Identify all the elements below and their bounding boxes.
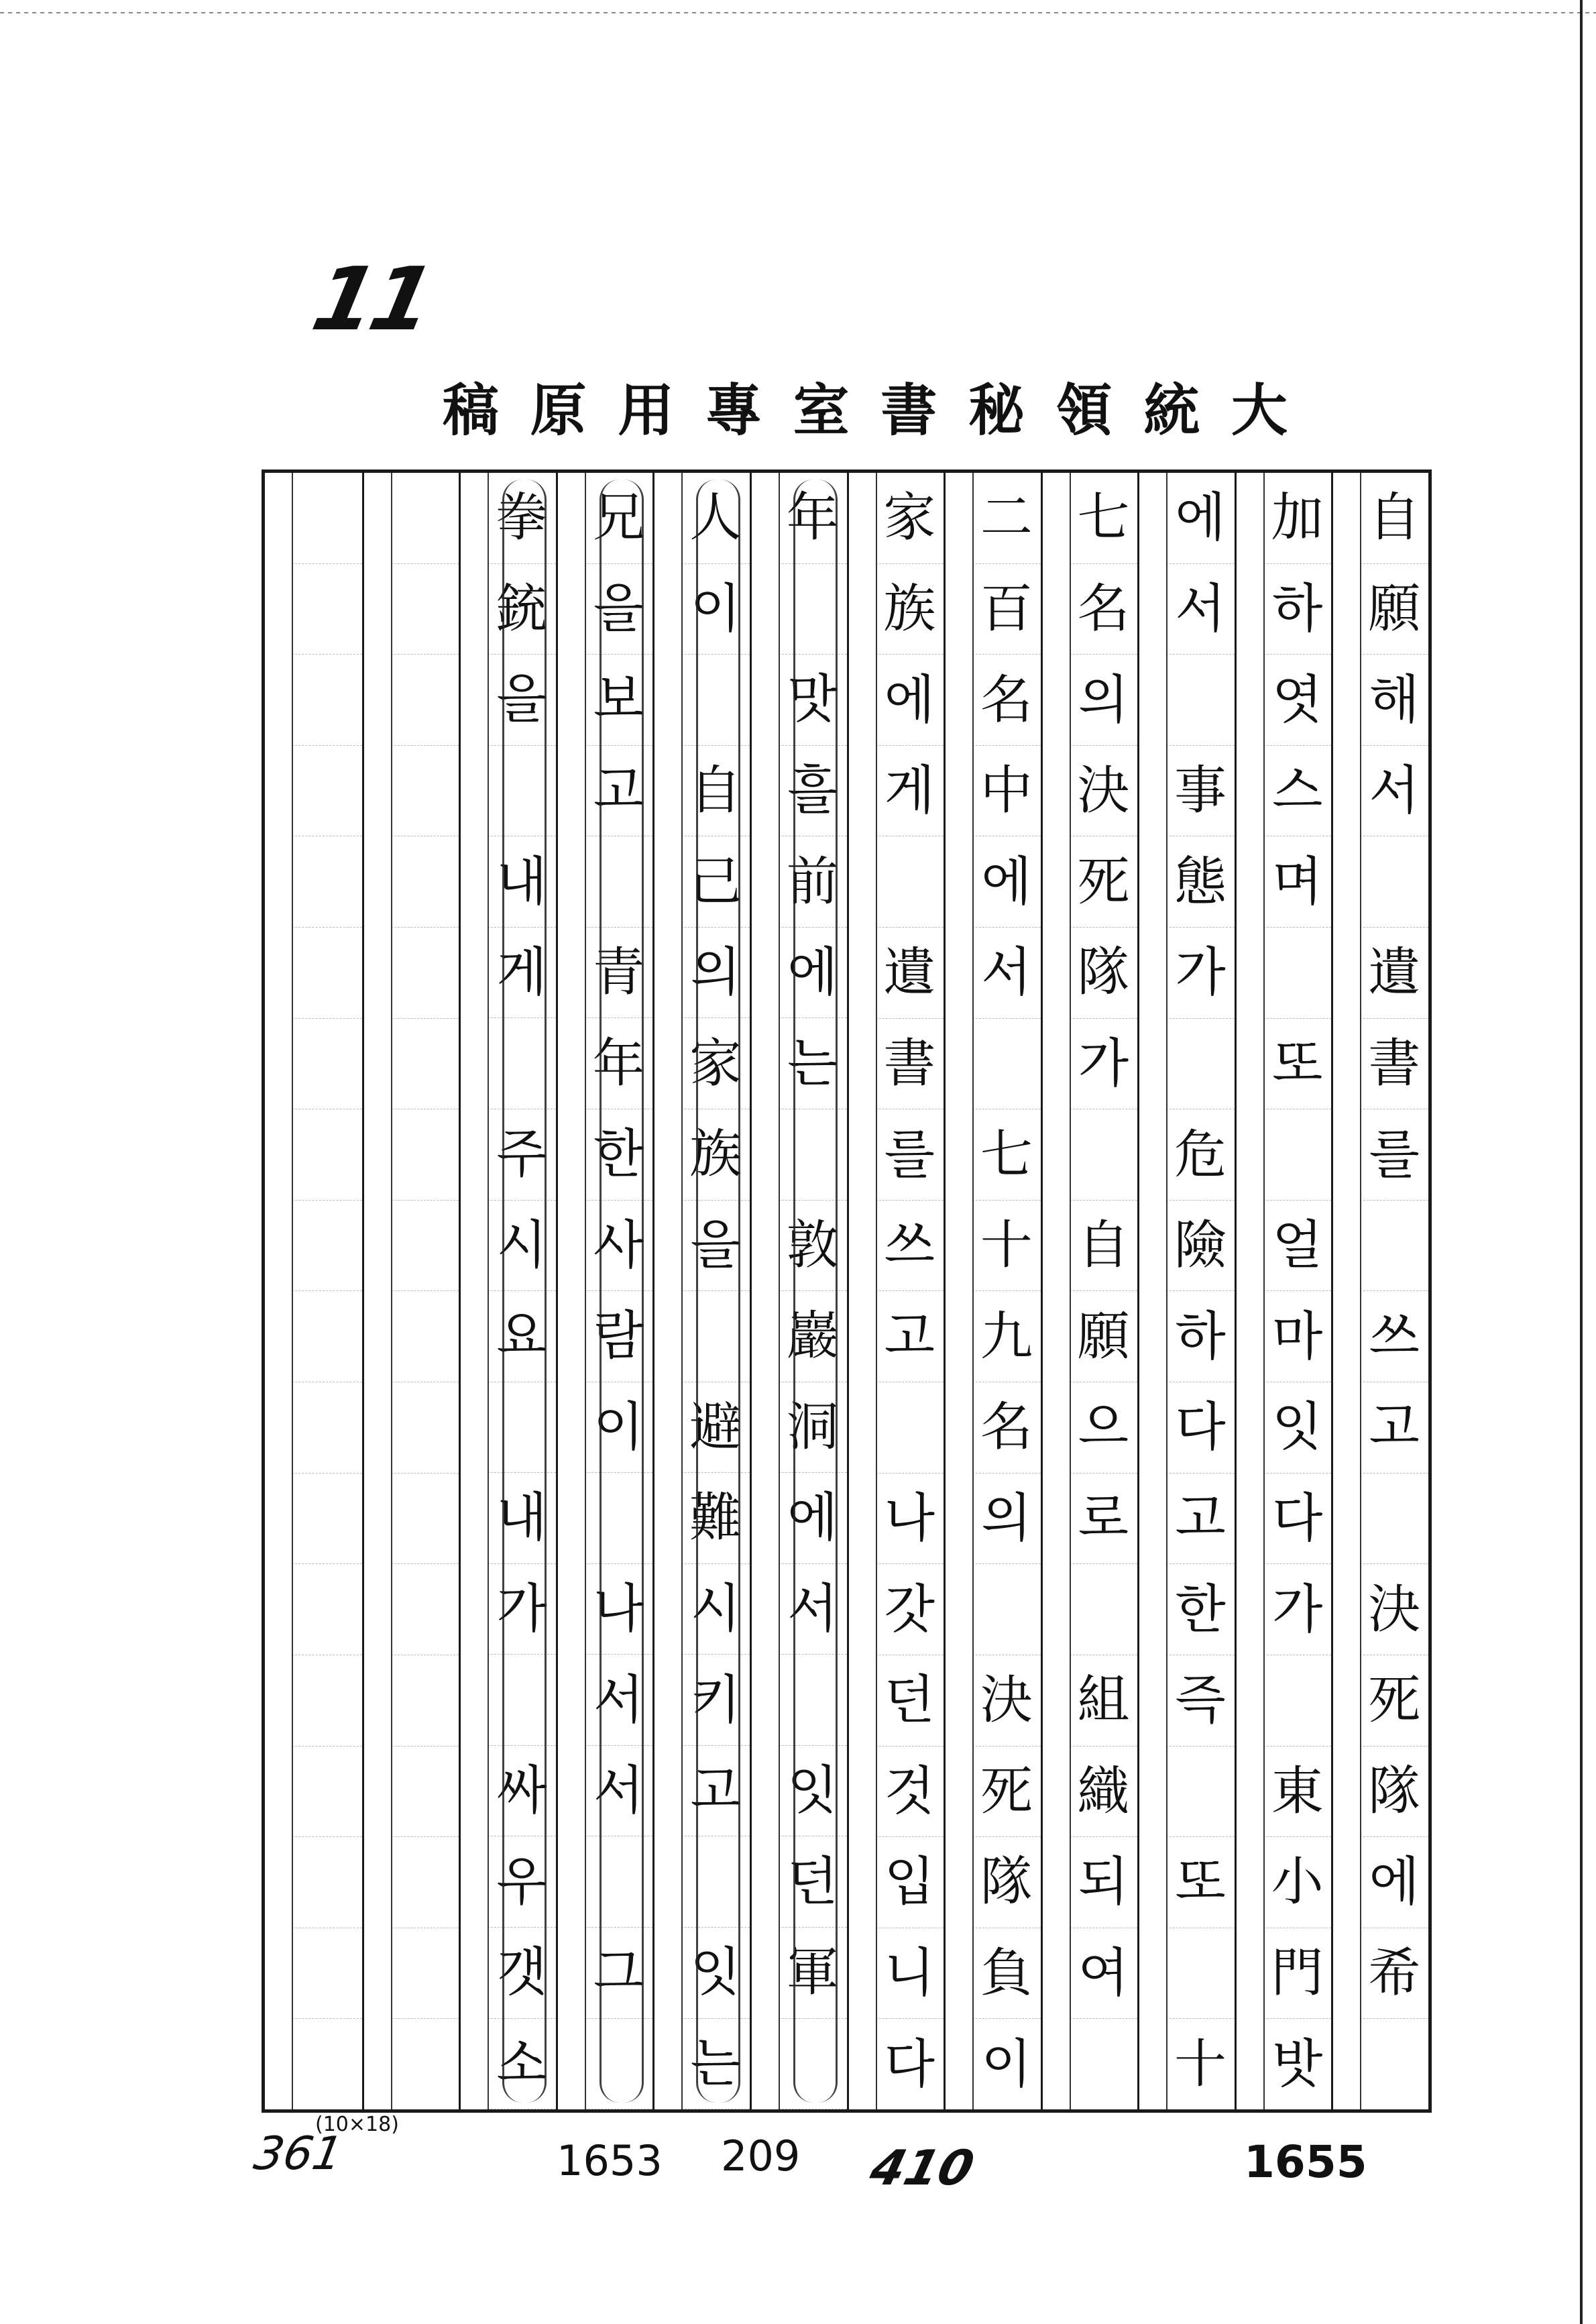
column-spacer bbox=[364, 473, 392, 2109]
grid-cell: 에 bbox=[779, 928, 847, 1019]
strikethrough-mark bbox=[696, 480, 740, 2103]
grid-cell: 여 bbox=[1070, 1928, 1138, 2019]
grid-cell: 또 bbox=[1166, 1837, 1235, 1928]
grid-cell: 쓰 bbox=[876, 1201, 944, 1292]
grid-cell bbox=[391, 1109, 459, 1201]
grid-cell: 家 bbox=[681, 1018, 750, 1109]
header-char: 稿 bbox=[443, 377, 500, 443]
grid-cell: 서 bbox=[585, 1746, 653, 1837]
grid-cell: 게 bbox=[876, 746, 944, 837]
grid-cell: 우 bbox=[488, 1836, 556, 1928]
grid-cell: 서 bbox=[1360, 746, 1428, 837]
grid-cell bbox=[391, 473, 459, 564]
grid-cell: 맛 bbox=[779, 655, 847, 746]
grid-cell bbox=[876, 836, 944, 928]
handwritten-page-mark: 11 bbox=[304, 248, 440, 350]
grid-cell: 던 bbox=[876, 1655, 944, 1747]
column-spacer bbox=[265, 473, 293, 2109]
grid-cell: 람 bbox=[585, 1291, 653, 1382]
grid-cell: 싸 bbox=[488, 1746, 556, 1837]
grid-cell: 銃 bbox=[488, 564, 556, 655]
grid-cell: 遺 bbox=[1360, 928, 1428, 1019]
grid-cell: 二 bbox=[972, 473, 1041, 564]
grid-cell bbox=[292, 746, 362, 837]
stamp-number-1653: 1653 bbox=[557, 2136, 663, 2185]
grid-cell: 希 bbox=[1360, 1928, 1428, 2019]
grid-cell: 死 bbox=[972, 1747, 1041, 1838]
grid-cell: 가 bbox=[1263, 1564, 1332, 1655]
manuscript-column bbox=[652, 473, 750, 2109]
grid-cell: 이 bbox=[681, 564, 750, 655]
grid-cell: 가 bbox=[1166, 928, 1235, 1019]
grid-cell: 것 bbox=[876, 1747, 944, 1838]
grid-cell: 서 bbox=[779, 1564, 847, 1655]
grid-cell: 되 bbox=[1070, 1837, 1138, 1928]
grid-cell: 巖 bbox=[779, 1291, 847, 1382]
grid-cell bbox=[1070, 1564, 1138, 1655]
grid-cell: 年 bbox=[585, 1018, 653, 1109]
manuscript-column bbox=[362, 473, 459, 2109]
grid-cell: 게 bbox=[488, 928, 556, 1019]
grid-cell: 시 bbox=[681, 1564, 750, 1655]
grid-cell bbox=[391, 928, 459, 1019]
grid-cell: 族 bbox=[876, 564, 944, 655]
grid-cell: 보 bbox=[585, 655, 653, 746]
grid-cell bbox=[292, 564, 362, 655]
grid-cell: 으 bbox=[1070, 1382, 1138, 1474]
grid-cell: 의 bbox=[681, 928, 750, 1019]
grid-cell bbox=[391, 1747, 459, 1838]
grid-spec: (10×18) bbox=[315, 2113, 399, 2136]
grid-cell: 死 bbox=[1070, 836, 1138, 928]
grid-cell: 을 bbox=[681, 1201, 750, 1292]
grid-cell: 兄 bbox=[585, 473, 653, 564]
grid-cell: 東 bbox=[1263, 1747, 1332, 1838]
grid-cell bbox=[1263, 928, 1332, 1019]
grid-cell bbox=[1360, 2019, 1428, 2109]
grid-cell: 즉 bbox=[1166, 1655, 1235, 1747]
grid-cell: 주 bbox=[488, 1109, 556, 1201]
manuscript-column bbox=[847, 473, 944, 2109]
grid-cell: 事 bbox=[1166, 746, 1235, 837]
header-char: 書 bbox=[880, 377, 937, 443]
grid-cell: 스 bbox=[1263, 746, 1332, 837]
grid-cell: 小 bbox=[1263, 1837, 1332, 1928]
grid-cell bbox=[1263, 1655, 1332, 1747]
grid-cell bbox=[1166, 1019, 1235, 1110]
grid-cell: 名 bbox=[972, 655, 1041, 746]
grid-cell bbox=[292, 1837, 362, 1928]
grid-cell: 그 bbox=[585, 1928, 653, 2019]
grid-cell: 요 bbox=[488, 1291, 556, 1382]
grid-cell: 에 bbox=[1360, 1837, 1428, 1928]
grid-cell: 하 bbox=[1166, 1291, 1235, 1382]
header-char: 原 bbox=[530, 377, 587, 443]
grid-cell: 의 bbox=[972, 1474, 1041, 1565]
paper-right-edge bbox=[1580, 0, 1583, 2324]
grid-cell: 危 bbox=[1166, 1109, 1235, 1201]
grid-cell: 名 bbox=[972, 1382, 1041, 1474]
grid-cell: 나 bbox=[585, 1564, 653, 1655]
grid-cell: 의 bbox=[1070, 655, 1138, 746]
strikethrough-mark bbox=[793, 480, 838, 2103]
grid-cell bbox=[972, 1019, 1041, 1110]
grid-cell bbox=[391, 1019, 459, 1110]
grid-cell: 七 bbox=[1070, 473, 1138, 564]
grid-cell: 다 bbox=[1166, 1382, 1235, 1474]
grid-cell: 서 bbox=[1166, 564, 1235, 655]
grid-cell bbox=[391, 564, 459, 655]
paper-top-edge bbox=[0, 12, 1596, 13]
header-char: 統 bbox=[1143, 377, 1200, 443]
grid-cell: 族 bbox=[681, 1109, 750, 1201]
grid-cell: 負 bbox=[972, 1928, 1041, 2019]
grid-cell: 名 bbox=[1070, 564, 1138, 655]
grid-cell: 遺 bbox=[876, 928, 944, 1019]
grid-cell: 年 bbox=[779, 473, 847, 564]
grid-cell bbox=[292, 1655, 362, 1747]
manuscript-paper-header bbox=[443, 366, 1288, 447]
grid-cell: 死 bbox=[1360, 1655, 1428, 1747]
grid-cell bbox=[391, 1928, 459, 2019]
grid-cell: 던 bbox=[779, 1836, 847, 1928]
grid-cell bbox=[292, 473, 362, 564]
column-spacer bbox=[849, 473, 877, 2109]
grid-cell: 또 bbox=[1263, 1019, 1332, 1110]
grid-cell bbox=[1070, 1109, 1138, 1201]
column-spacer bbox=[558, 473, 586, 2109]
grid-cell: 織 bbox=[1070, 1747, 1138, 1838]
footer bbox=[0, 2113, 1596, 2207]
grid-cell: 내 bbox=[488, 836, 556, 928]
manuscript-column bbox=[1041, 473, 1138, 2109]
grid-cell: 書 bbox=[1360, 1019, 1428, 1110]
grid-cell bbox=[391, 836, 459, 928]
grid-cell: 내 bbox=[488, 1473, 556, 1564]
grid-cell: 밧 bbox=[1271, 2034, 1323, 2095]
grid-cell: 시 bbox=[488, 1201, 556, 1292]
grid-cell: 에 bbox=[1166, 473, 1235, 564]
grid-cell: 避 bbox=[681, 1382, 750, 1474]
grid-cell: 隊 bbox=[972, 1837, 1041, 1928]
grid-cell: 고 bbox=[681, 1746, 750, 1837]
grid-cell bbox=[876, 1382, 944, 1474]
grid-cell bbox=[1166, 1928, 1235, 2019]
grid-cell: 나 bbox=[876, 1474, 944, 1565]
grid-cell bbox=[391, 655, 459, 746]
manuscript-column bbox=[265, 473, 362, 2109]
grid-cell bbox=[292, 1928, 362, 2019]
grid-cell: 百 bbox=[972, 564, 1041, 655]
grid-cell: 中 bbox=[972, 746, 1041, 837]
header-char: 專 bbox=[705, 377, 762, 443]
grid-cell: 決 bbox=[1070, 746, 1138, 837]
manuscript-column bbox=[750, 473, 847, 2109]
grid-cell: 九 bbox=[972, 1291, 1041, 1382]
manuscript-grid bbox=[262, 469, 1432, 2113]
stamp-number-1655: 1655 bbox=[1244, 2136, 1367, 2188]
grid-cell: 얼 bbox=[1263, 1201, 1332, 1292]
grid-cell: 自 bbox=[1070, 1201, 1138, 1292]
grid-cell: 隊 bbox=[1360, 1747, 1428, 1838]
grid-cell: 을 bbox=[585, 564, 653, 655]
grid-cell: 에 bbox=[972, 836, 1041, 928]
grid-cell bbox=[292, 2019, 362, 2109]
header-char: 大 bbox=[1231, 377, 1288, 443]
grid-cell: 이 bbox=[585, 1382, 653, 1474]
grid-cell: 는 bbox=[779, 1018, 847, 1109]
grid-cell: 前 bbox=[779, 836, 847, 928]
grid-cell: 가 bbox=[1070, 1019, 1138, 1110]
grid-cell: 洞 bbox=[779, 1382, 847, 1474]
grid-cell bbox=[972, 1564, 1041, 1655]
column-spacer bbox=[1043, 473, 1071, 2109]
grid-cell bbox=[292, 1291, 362, 1382]
stamp-number-209: 209 bbox=[721, 2132, 801, 2180]
grid-cell: 잇 bbox=[779, 1746, 847, 1837]
grid-cell: 決 bbox=[972, 1655, 1041, 1747]
grid-cell: 흘 bbox=[779, 746, 847, 837]
grid-cell: 家 bbox=[876, 473, 944, 564]
grid-cell bbox=[1360, 1474, 1428, 1565]
grid-cell bbox=[1263, 1109, 1332, 1201]
grid-cell: 態 bbox=[1166, 836, 1235, 928]
grid-cell bbox=[292, 1747, 362, 1838]
grid-cell: 엿 bbox=[1263, 655, 1332, 746]
grid-cell: 한 bbox=[585, 1109, 653, 1201]
grid-cell: 己 bbox=[681, 836, 750, 928]
grid-cell bbox=[391, 746, 459, 837]
grid-cell: 잇 bbox=[681, 1928, 750, 2019]
grid-cell bbox=[292, 1019, 362, 1110]
grid-cell: 七 bbox=[972, 1109, 1041, 1201]
grid-cell: 는 bbox=[681, 2019, 750, 2110]
grid-cell: 고 bbox=[1166, 1474, 1235, 1565]
grid-cell bbox=[292, 1474, 362, 1565]
grid-cell: 이 bbox=[981, 2034, 1032, 2095]
grid-cell bbox=[391, 1837, 459, 1928]
grid-cell bbox=[292, 655, 362, 746]
grid-cell: 組 bbox=[1070, 1655, 1138, 1747]
strikethrough-mark bbox=[600, 480, 644, 2103]
column-spacer bbox=[1237, 473, 1265, 2109]
header-char: 室 bbox=[793, 377, 850, 443]
grid-cell: 고 bbox=[1360, 1382, 1428, 1474]
grid-cell: 隊 bbox=[1070, 928, 1138, 1019]
grid-cell bbox=[391, 1201, 459, 1292]
handwritten-number-410: 410 bbox=[864, 2140, 980, 2196]
grid-cell: 門 bbox=[1263, 1928, 1332, 2019]
manuscript-column bbox=[944, 473, 1041, 2109]
header-char: 秘 bbox=[968, 377, 1025, 443]
column-spacer bbox=[946, 473, 974, 2109]
grid-cell: 갯 bbox=[488, 1928, 556, 2019]
grid-cell: 人 bbox=[681, 473, 750, 564]
grid-cell: 軍 bbox=[779, 1928, 847, 2019]
grid-cell: 險 bbox=[1166, 1201, 1235, 1292]
column-spacer bbox=[752, 473, 780, 2109]
grid-cell: 쓰 bbox=[1360, 1291, 1428, 1382]
grid-cell: 며 bbox=[1263, 836, 1332, 928]
grid-cell: 를 bbox=[876, 1109, 944, 1201]
header-char: 用 bbox=[618, 377, 675, 443]
column-spacer bbox=[1139, 473, 1167, 2109]
grid-cell: 에 bbox=[779, 1473, 847, 1564]
grid-cell: 마 bbox=[1263, 1291, 1332, 1382]
grid-cell: 自 bbox=[1360, 473, 1428, 564]
manuscript-column bbox=[1235, 473, 1332, 2109]
grid-cell: 青 bbox=[585, 928, 653, 1019]
grid-cell bbox=[1166, 655, 1235, 746]
strikethrough-mark bbox=[502, 480, 547, 2103]
grid-cell: 다 bbox=[1263, 1474, 1332, 1565]
manuscript-column bbox=[1331, 473, 1428, 2109]
grid-cell: 로 bbox=[1070, 1474, 1138, 1565]
grid-cell: 입 bbox=[876, 1837, 944, 1928]
grid-cell: 願 bbox=[1360, 564, 1428, 655]
grid-cell: 사 bbox=[585, 1201, 653, 1292]
grid-cell: 十 bbox=[1174, 2034, 1227, 2095]
grid-cell: 잇 bbox=[1263, 1382, 1332, 1474]
grid-cell: 키 bbox=[681, 1655, 750, 1746]
grid-cell bbox=[391, 1382, 459, 1474]
grid-cell bbox=[292, 928, 362, 1019]
header-char: 領 bbox=[1056, 377, 1113, 443]
grid-cell: 을 bbox=[488, 655, 556, 746]
grid-cell: 소 bbox=[488, 2019, 556, 2110]
manuscript-column bbox=[1137, 473, 1235, 2109]
grid-cell: 다 bbox=[884, 2034, 935, 2095]
grid-cell: 加 bbox=[1263, 473, 1332, 564]
grid-cell: 갓 bbox=[876, 1564, 944, 1655]
grid-cell bbox=[292, 1109, 362, 1201]
grid-cell: 서 bbox=[972, 928, 1041, 1019]
handwritten-page-number: 361 bbox=[250, 2127, 347, 2180]
grid-cell: 고 bbox=[876, 1291, 944, 1382]
column-spacer bbox=[1333, 473, 1361, 2109]
grid-cell: 를 bbox=[1360, 1109, 1428, 1201]
grid-cell: 願 bbox=[1070, 1291, 1138, 1382]
grid-cell bbox=[1360, 1201, 1428, 1292]
grid-cell bbox=[292, 1564, 362, 1655]
grid-cell bbox=[292, 836, 362, 928]
grid-cell: 敦 bbox=[779, 1201, 847, 1292]
manuscript-column bbox=[459, 473, 556, 2109]
grid-cell: 서 bbox=[585, 1655, 653, 1746]
grid-cell bbox=[391, 1564, 459, 1655]
grid-cell: 에 bbox=[876, 655, 944, 746]
grid-cell: 自 bbox=[681, 746, 750, 837]
grid-cell bbox=[292, 1201, 362, 1292]
grid-cell bbox=[391, 1655, 459, 1747]
grid-cell bbox=[292, 1382, 362, 1474]
grid-cell bbox=[1360, 836, 1428, 928]
column-spacer bbox=[461, 473, 489, 2109]
manuscript-column bbox=[556, 473, 653, 2109]
grid-cell: 가 bbox=[488, 1564, 556, 1655]
grid-cell: 하 bbox=[1263, 564, 1332, 655]
grid-cell bbox=[1166, 1747, 1235, 1838]
grid-cell: 한 bbox=[1166, 1564, 1235, 1655]
grid-cell: 고 bbox=[585, 746, 653, 837]
grid-cell: 書 bbox=[876, 1019, 944, 1110]
grid-cell: 해 bbox=[1360, 655, 1428, 746]
grid-cell: 拳 bbox=[488, 473, 556, 564]
grid-cell bbox=[1070, 2019, 1138, 2109]
grid-cell: 니 bbox=[876, 1928, 944, 2019]
column-spacer bbox=[654, 473, 683, 2109]
grid-cell bbox=[391, 2019, 459, 2109]
grid-cell: 十 bbox=[972, 1201, 1041, 1292]
grid-cell bbox=[391, 1474, 459, 1565]
grid-cell: 決 bbox=[1360, 1564, 1428, 1655]
grid-cell: 難 bbox=[681, 1473, 750, 1564]
grid-cell bbox=[391, 1291, 459, 1382]
